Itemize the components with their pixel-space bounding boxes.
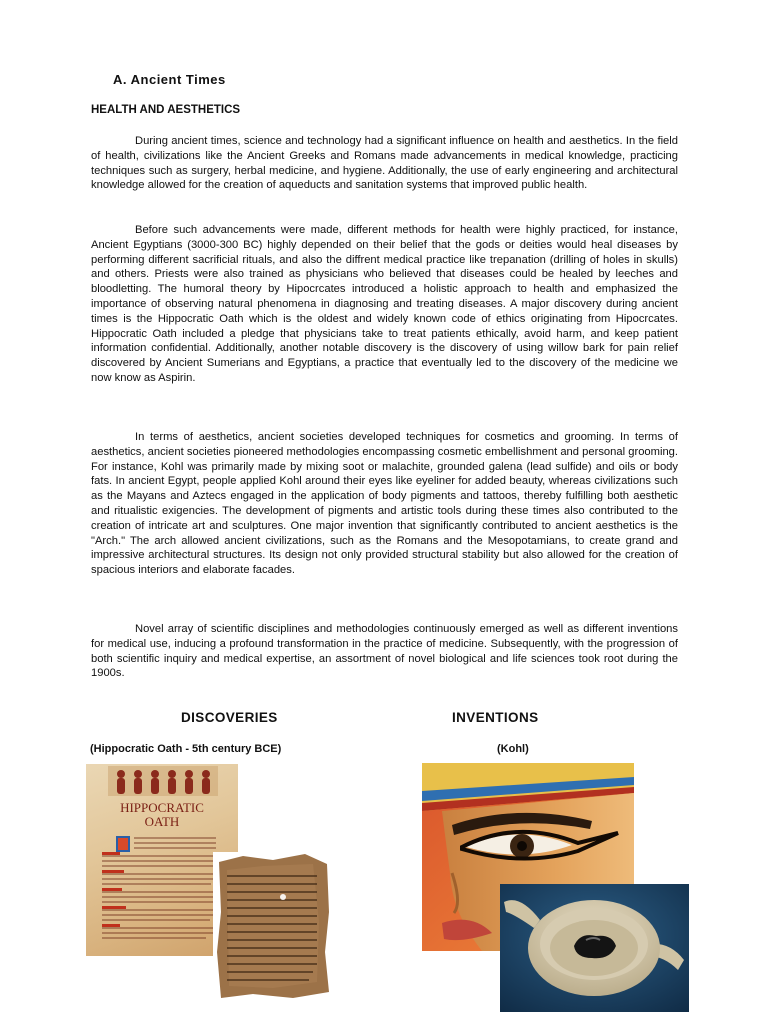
- paragraph-3-text: In terms of aesthetics, ancient societies developed techniques for cosmetics and grooming. In terms of aesthetics, ancient societies pioneered methodologies encompassing cosmetic embellishment and personal grooming. For instance, Kohl was primarily made by mixing soot or malachite, grounded galena (lead sulfide) and oils or body fats. In ancient Egypt, people applied Kohl around their eyes like eyeliner for added beauty, whereas civilizations such as the Mayans and Aztecs engaged in the application of body pigments and tattoos, thereby fulfilling both aesthetic and ritualistic exigencies. The development of pigments and artistic tools during these times also contributed to the creation of intricate art and sculptures. One major invention that significantly contributed to ancient aesthetics is the "Arch." The arch allowed ancient civilizations, such as the Romans and the Mesopotamians, to create grand and impressive architectural structures. Its design not only provided structural stability but also allowed for the creation of spacious interiors and elaborate facades.: [91, 431, 678, 577]
- kohl-bowl-image: [500, 884, 689, 1012]
- paragraph-4-text: Novel array of scientific disciplines and methodologies continuously emerged as well as different inventions for medical use, inducing a profound transformation in the practice of medicine. Subsequently, with the progression of both scientific inquiry and medical expertise, an assortment of novel biological and life sciences took root during the 1900s.: [91, 623, 678, 680]
- papyrus-fragment-image: [213, 852, 333, 1000]
- paragraph-1-text: During ancient times, science and technology had a significant influence on health and aesthetics. In the field of health, civilizations like the Ancient Greeks and Romans made advancements in medical knowledge, practicing techniques such as surgery, herbal medicine, and hygiene. Additionally, the use of early engineering and architectural knowledge allowed for the creation of aqueducts and sanitation systems that improved public health.: [91, 135, 678, 192]
- paragraph-2: [91, 223, 678, 386]
- paragraph-1: [91, 134, 678, 193]
- discoveries-heading: DISCOVERIES: [181, 710, 278, 725]
- inventions-heading: INVENTIONS: [452, 710, 539, 725]
- paragraph-4: [91, 622, 678, 681]
- section-heading: A. Ancient Times: [113, 72, 226, 87]
- inventions-caption: (Kohl): [497, 743, 529, 755]
- section-subheading: HEALTH AND AESTHETICS: [91, 104, 241, 116]
- scroll-title-line2: OATH: [144, 814, 180, 829]
- discoveries-caption: (Hippocratic Oath - 5th century BCE): [90, 743, 282, 755]
- paragraph-2-text: Before such advancements were made, different methods for health were highly practiced, for instance, Ancient Egyptians (3000-300 BC) highly depended on their belief that the gods or deities would heal diseases by performing different sacrificial rituals, and also the diffrent medical practice like trepanation (drilling of holes in skulls) and others. Priests were also trained as physicians who believed that diseases could be healed by leeches and bloodletting. The humoral theory by Hipocrcates introduced a holistic approach to health and emphasized the importance of observing natural phenomena in diagnosing and treating diseases. A major discovery during ancient times is the Hippocratic Oath which is the oldest and widely known code of ethics originating from Hipocrcates. Hippocratic Oath included a pledge that physicians take to treat patients ethically, avoid harm, and keep patient information confidential. Additionally, another notable discovery is the discovery of using willow bark for pain relief discovered by Ancient Sumerians and Egyptians, a practice that eventually led to the discovery of the medicine we now know as Aspirin.: [91, 224, 678, 384]
- paragraph-3: [91, 430, 678, 578]
- scroll-title-line1: HIPPOCRATIC: [120, 800, 204, 815]
